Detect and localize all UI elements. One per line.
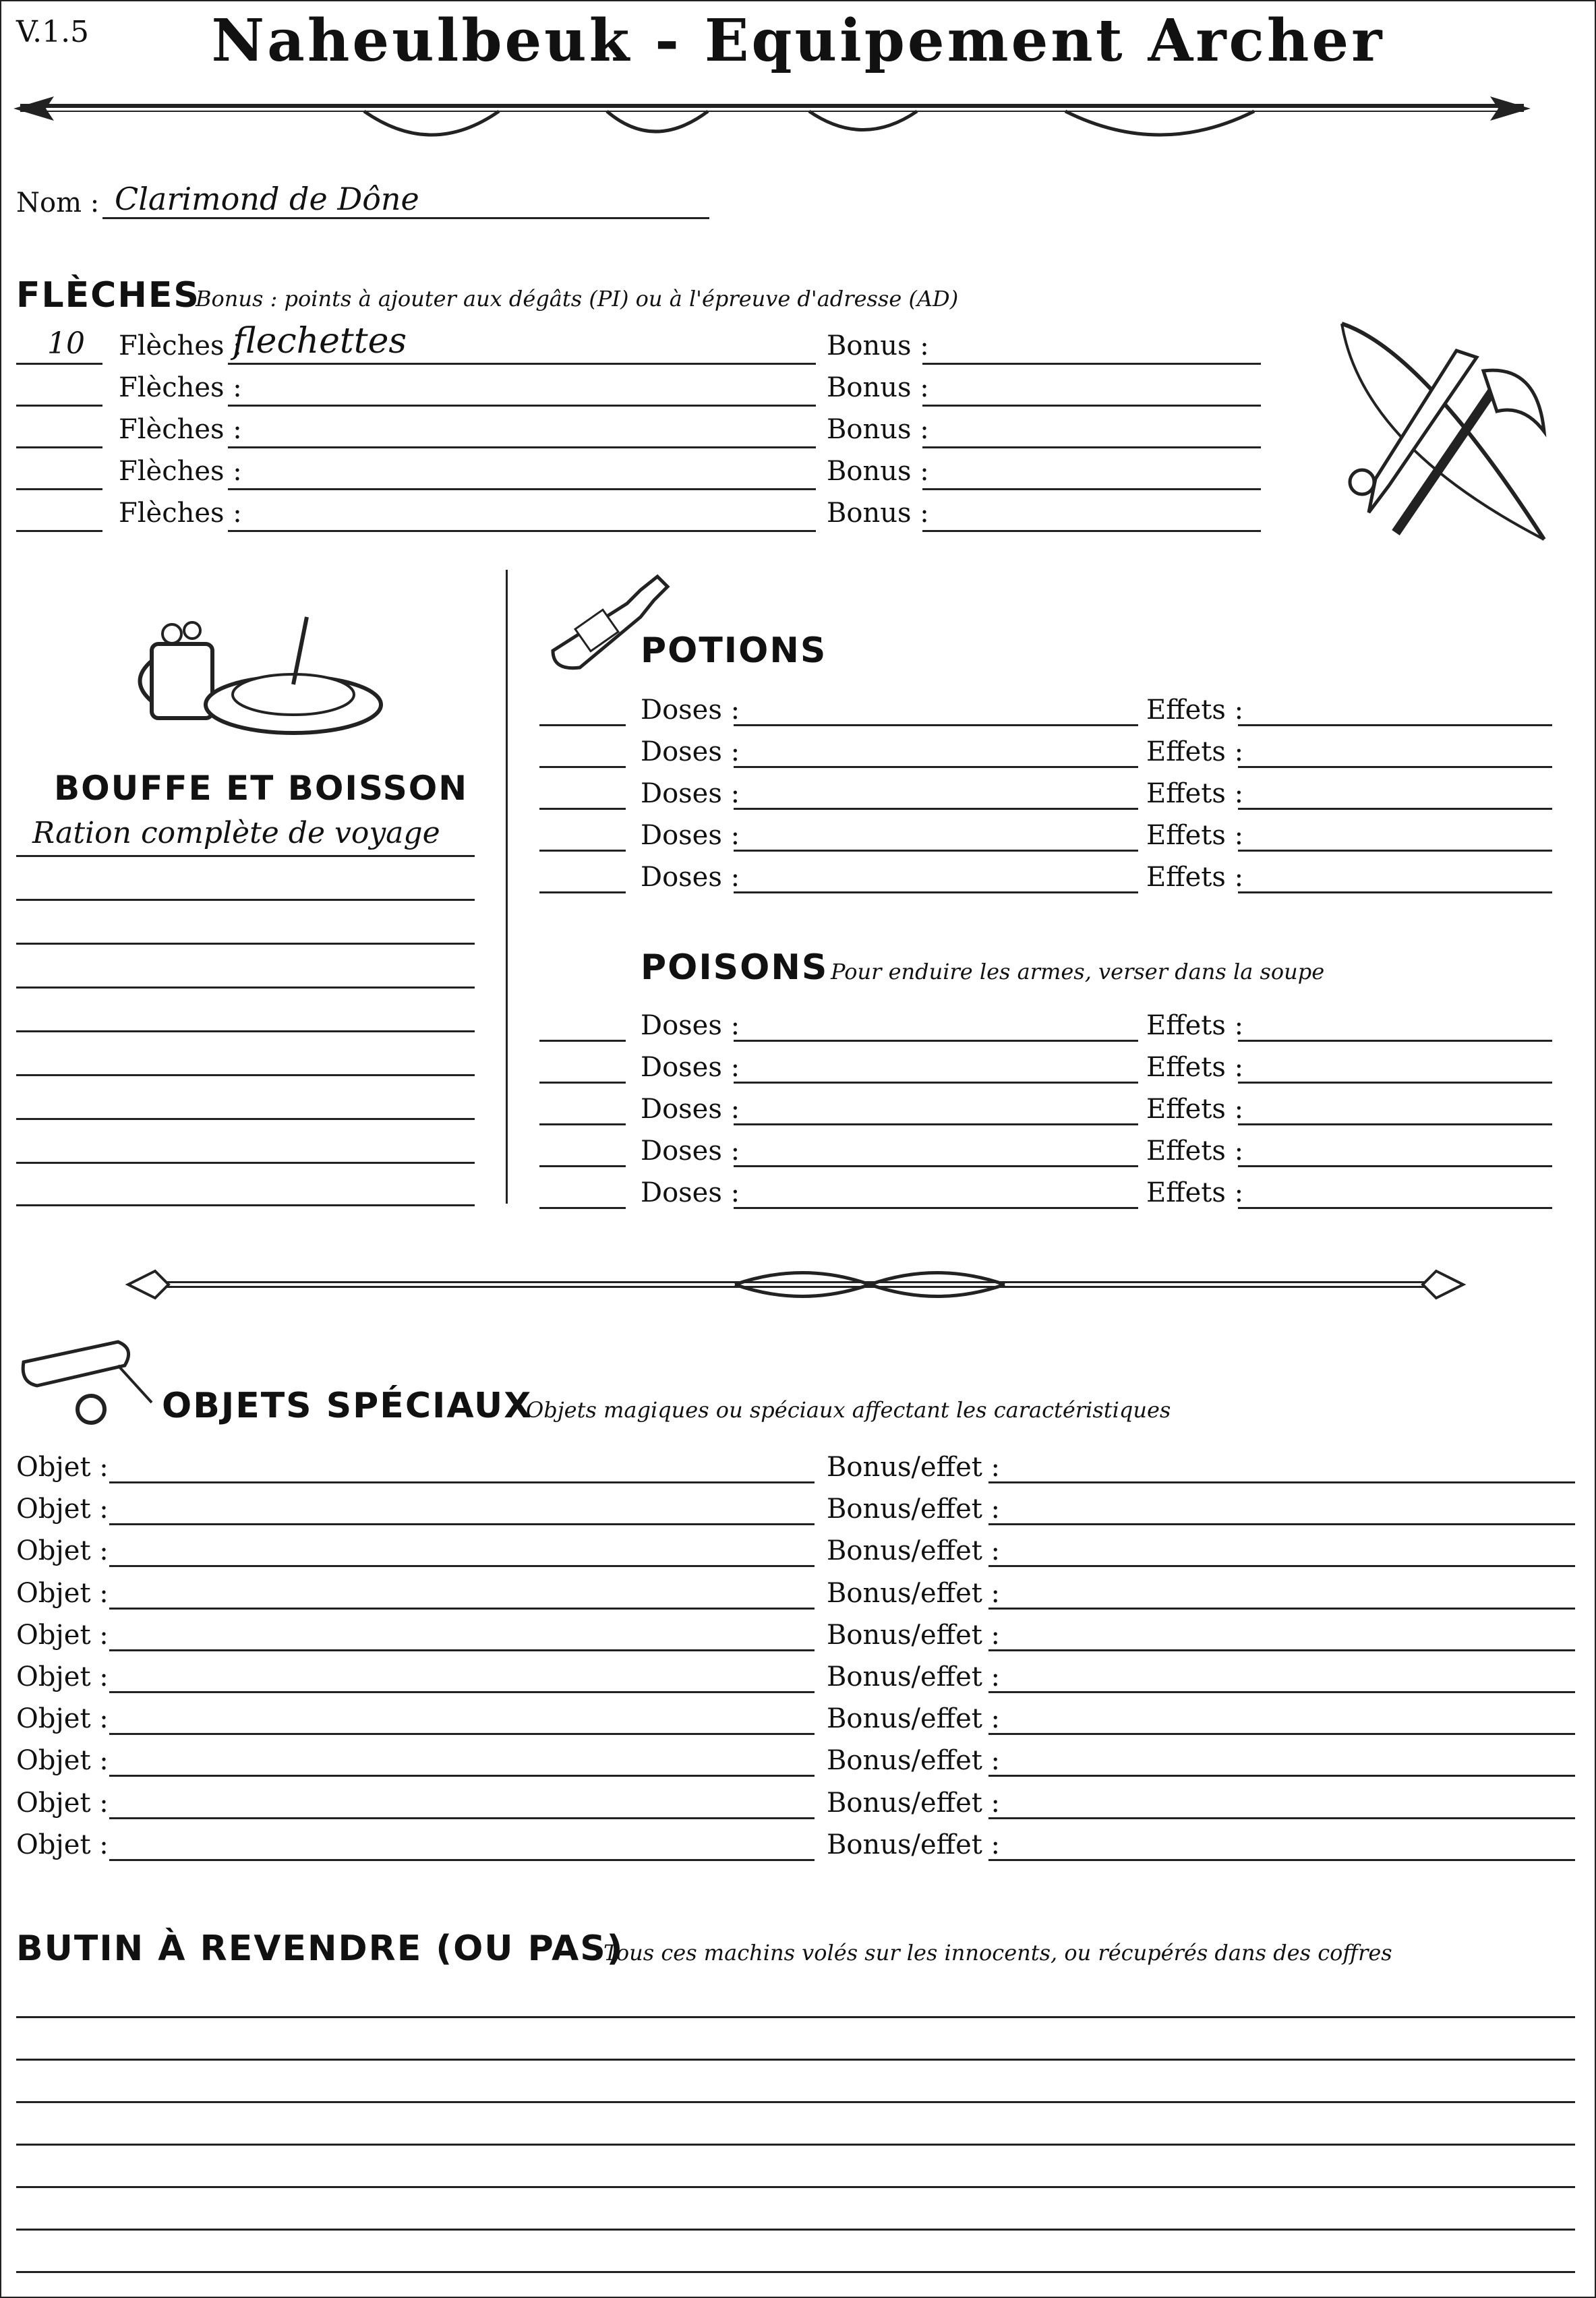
objet-bonus-line[interactable] — [988, 1565, 1575, 1567]
objet-bonus-label: Bonus/effet : — [827, 1829, 1001, 1860]
potions-effets-label: Effets : — [1146, 862, 1244, 893]
butin-line[interactable] — [16, 2186, 1575, 2188]
poisons-doses-label: Doses : — [641, 1136, 740, 1167]
potions-effets-line[interactable] — [1238, 850, 1552, 852]
potions-effets-line[interactable] — [1238, 808, 1552, 810]
objet-bonus-label: Bonus/effet : — [827, 1535, 1001, 1566]
potions-effets-label: Effets : — [1146, 778, 1244, 809]
food-drink-icon — [138, 603, 381, 738]
poisons-doses-label: Doses : — [641, 1052, 740, 1083]
poisons-effets-label: Effets : — [1146, 1052, 1244, 1083]
potions-doses-label: Doses : — [641, 778, 740, 809]
objet-label: Objet : — [16, 1661, 109, 1692]
butin-line[interactable] — [16, 2144, 1575, 2146]
staff-divider-icon — [128, 1261, 1463, 1308]
fleches-qty-line — [16, 530, 102, 532]
objet-label: Objet : — [16, 1829, 109, 1860]
fleches-label: Flèches : — [119, 498, 242, 529]
butin-heading: BUTIN À REVENDRE (OU PAS) — [16, 1928, 624, 1969]
version-label: V.1.5 — [16, 15, 90, 49]
fleches-subtitle: Bonus : points à ajouter aux dégâts (PI) ou à l'épreuve d'adresse (AD) — [196, 286, 959, 312]
butin-line[interactable] — [16, 2016, 1575, 2018]
fleches-qty-line — [16, 405, 102, 407]
objet-line[interactable] — [109, 1733, 815, 1735]
fleches-type-field[interactable]: flechettes — [233, 321, 407, 361]
poisons-doses-line[interactable] — [734, 1207, 1138, 1209]
fleches-heading: FLÈCHES — [16, 275, 200, 316]
potions-doses-line[interactable] — [734, 766, 1138, 768]
objet-bonus-label: Bonus/effet : — [827, 1703, 1001, 1734]
butin-line[interactable] — [16, 2059, 1575, 2061]
fleches-type-line — [228, 363, 816, 365]
poisons-effets-label: Effets : — [1146, 1010, 1244, 1041]
poisons-doses-line[interactable] — [734, 1040, 1138, 1042]
objet-label: Objet : — [16, 1745, 109, 1776]
butin-line[interactable] — [16, 2229, 1575, 2231]
potions-qty-line[interactable] — [539, 808, 626, 810]
fleches-bonus-line — [922, 363, 1261, 365]
poisons-qty-line[interactable] — [539, 1207, 626, 1209]
potions-doses-line[interactable] — [734, 891, 1138, 893]
poisons-effets-line[interactable] — [1238, 1082, 1552, 1084]
fleches-bonus-line — [922, 446, 1261, 448]
potions-doses-label: Doses : — [641, 736, 740, 767]
objet-bonus-line[interactable] — [988, 1817, 1575, 1819]
bonus-label: Bonus : — [827, 372, 929, 403]
poisons-effets-label: Effets : — [1146, 1094, 1244, 1125]
objet-bonus-line[interactable] — [988, 1481, 1575, 1483]
page-title: Naheulbeuk - Equipement Archer — [211, 7, 1385, 75]
potions-doses-label: Doses : — [641, 695, 740, 726]
butin-line[interactable] — [16, 2101, 1575, 2103]
objet-line[interactable] — [109, 1691, 815, 1693]
objet-label: Objet : — [16, 1494, 109, 1525]
bouffe-item-field[interactable]: Ration complète de voyage — [32, 816, 440, 850]
objet-bonus-line[interactable] — [988, 1523, 1575, 1525]
poisons-qty-line[interactable] — [539, 1082, 626, 1084]
potions-doses-label: Doses : — [641, 820, 740, 851]
bonus-label: Bonus : — [827, 456, 929, 487]
bouffe-heading: BOUFFE ET BOISSON — [54, 769, 469, 808]
objet-bonus-line[interactable] — [988, 1691, 1575, 1693]
fleches-label: Flèches : — [119, 330, 242, 361]
objet-label: Objet : — [16, 1578, 109, 1609]
poisons-qty-line[interactable] — [539, 1123, 626, 1125]
fleches-qty-line — [16, 488, 102, 490]
objet-bonus-line[interactable] — [988, 1608, 1575, 1610]
bouffe-line — [16, 1118, 475, 1120]
poisons-effets-label: Effets : — [1146, 1136, 1244, 1167]
fleches-bonus-line — [922, 530, 1261, 532]
potions-effets-label: Effets : — [1146, 736, 1244, 767]
crossed-weapons-icon — [1322, 310, 1564, 553]
objet-line[interactable] — [109, 1649, 815, 1651]
objets-subtitle: Objets magiques ou spéciaux affectant les caractéristiques — [526, 1397, 1171, 1423]
bouffe-line — [16, 855, 475, 857]
objet-bonus-line[interactable] — [988, 1733, 1575, 1735]
objet-line[interactable] — [109, 1608, 815, 1610]
arrow-divider-icon — [13, 84, 1531, 158]
potions-qty-line[interactable] — [539, 724, 626, 726]
objet-label: Objet : — [16, 1788, 109, 1819]
objet-label: Objet : — [16, 1620, 109, 1651]
objet-bonus-label: Bonus/effet : — [827, 1494, 1001, 1525]
fleches-bonus-line — [922, 488, 1261, 490]
poisons-doses-line[interactable] — [734, 1123, 1138, 1125]
fleches-bonus-line — [922, 405, 1261, 407]
poisons-doses-label: Doses : — [641, 1094, 740, 1125]
potions-doses-label: Doses : — [641, 862, 740, 893]
fleches-qty-line — [16, 446, 102, 448]
objet-bonus-label: Bonus/effet : — [827, 1788, 1001, 1819]
objet-label: Objet : — [16, 1535, 109, 1566]
scroll-ring-icon — [17, 1335, 158, 1430]
fleches-type-line — [228, 530, 816, 532]
fleches-type-line — [228, 405, 816, 407]
fleches-qty-line — [16, 363, 102, 365]
objet-line[interactable] — [109, 1481, 815, 1483]
fleches-label: Flèches : — [119, 372, 242, 403]
objet-line[interactable] — [109, 1859, 815, 1861]
bouffe-line — [16, 986, 475, 989]
fleches-label: Flèches : — [119, 414, 242, 445]
potions-effets-label: Effets : — [1146, 695, 1244, 726]
poisons-heading: POISONS — [641, 947, 829, 988]
bouffe-line — [16, 899, 475, 901]
objet-bonus-line[interactable] — [988, 1859, 1575, 1861]
objet-bonus-label: Bonus/effet : — [827, 1578, 1001, 1609]
poisons-doses-label: Doses : — [641, 1177, 740, 1208]
bonus-label: Bonus : — [827, 330, 929, 361]
butin-line[interactable] — [16, 2271, 1575, 2273]
poisons-effets-line[interactable] — [1238, 1123, 1552, 1125]
fleches-type-line — [228, 488, 816, 490]
fleches-qty-field[interactable]: 10 — [47, 326, 85, 361]
objet-line[interactable] — [109, 1523, 815, 1525]
bouffe-line — [16, 1030, 475, 1032]
poisons-qty-line[interactable] — [539, 1040, 626, 1042]
objet-line[interactable] — [109, 1817, 815, 1819]
poisons-effets-line[interactable] — [1238, 1040, 1552, 1042]
poisons-doses-label: Doses : — [641, 1010, 740, 1041]
bouffe-line — [16, 1074, 475, 1076]
objet-line[interactable] — [109, 1775, 815, 1777]
poisons-doses-line[interactable] — [734, 1082, 1138, 1084]
poisons-subtitle: Pour enduire les armes, verser dans la soupe — [831, 959, 1325, 984]
potions-doses-line[interactable] — [734, 724, 1138, 726]
poisons-effets-line[interactable] — [1238, 1165, 1552, 1167]
objet-bonus-label: Bonus/effet : — [827, 1745, 1001, 1776]
poisons-doses-line[interactable] — [734, 1165, 1138, 1167]
objet-bonus-line[interactable] — [988, 1649, 1575, 1651]
bouffe-line — [16, 1204, 475, 1206]
fleches-type-line — [228, 446, 816, 448]
fleches-label: Flèches : — [119, 456, 242, 487]
nom-label: Nom : — [16, 187, 100, 218]
nom-field[interactable]: Clarimond de Dône — [115, 181, 419, 217]
objet-line[interactable] — [109, 1565, 815, 1567]
potions-effets-line[interactable] — [1238, 766, 1552, 768]
objet-label: Objet : — [16, 1703, 109, 1734]
bonus-label: Bonus : — [827, 498, 929, 529]
poisons-qty-line[interactable] — [539, 1165, 626, 1167]
potions-doses-line[interactable] — [734, 808, 1138, 810]
potions-qty-line[interactable] — [539, 766, 626, 768]
potions-doses-line[interactable] — [734, 850, 1138, 852]
objet-bonus-label: Bonus/effet : — [827, 1452, 1001, 1483]
objet-bonus-label: Bonus/effet : — [827, 1620, 1001, 1651]
poisons-effets-label: Effets : — [1146, 1177, 1244, 1208]
potions-qty-line[interactable] — [539, 891, 626, 893]
potions-effets-line[interactable] — [1238, 724, 1552, 726]
objet-label: Objet : — [16, 1452, 109, 1483]
objet-bonus-line[interactable] — [988, 1775, 1575, 1777]
potions-effets-label: Effets : — [1146, 820, 1244, 851]
objet-bonus-label: Bonus/effet : — [827, 1661, 1001, 1692]
potions-heading: POTIONS — [641, 630, 827, 671]
bonus-label: Bonus : — [827, 414, 929, 445]
bouffe-line — [16, 1162, 475, 1164]
objets-heading: OBJETS SPÉCIAUX — [162, 1386, 533, 1426]
butin-subtitle: Tous ces machins volés sur les innocents, ou récupérés dans des coffres — [603, 1940, 1392, 1966]
potions-qty-line[interactable] — [539, 850, 626, 852]
bouffe-line — [16, 943, 475, 945]
potions-effets-line[interactable] — [1238, 891, 1552, 893]
poisons-effets-line[interactable] — [1238, 1207, 1552, 1209]
